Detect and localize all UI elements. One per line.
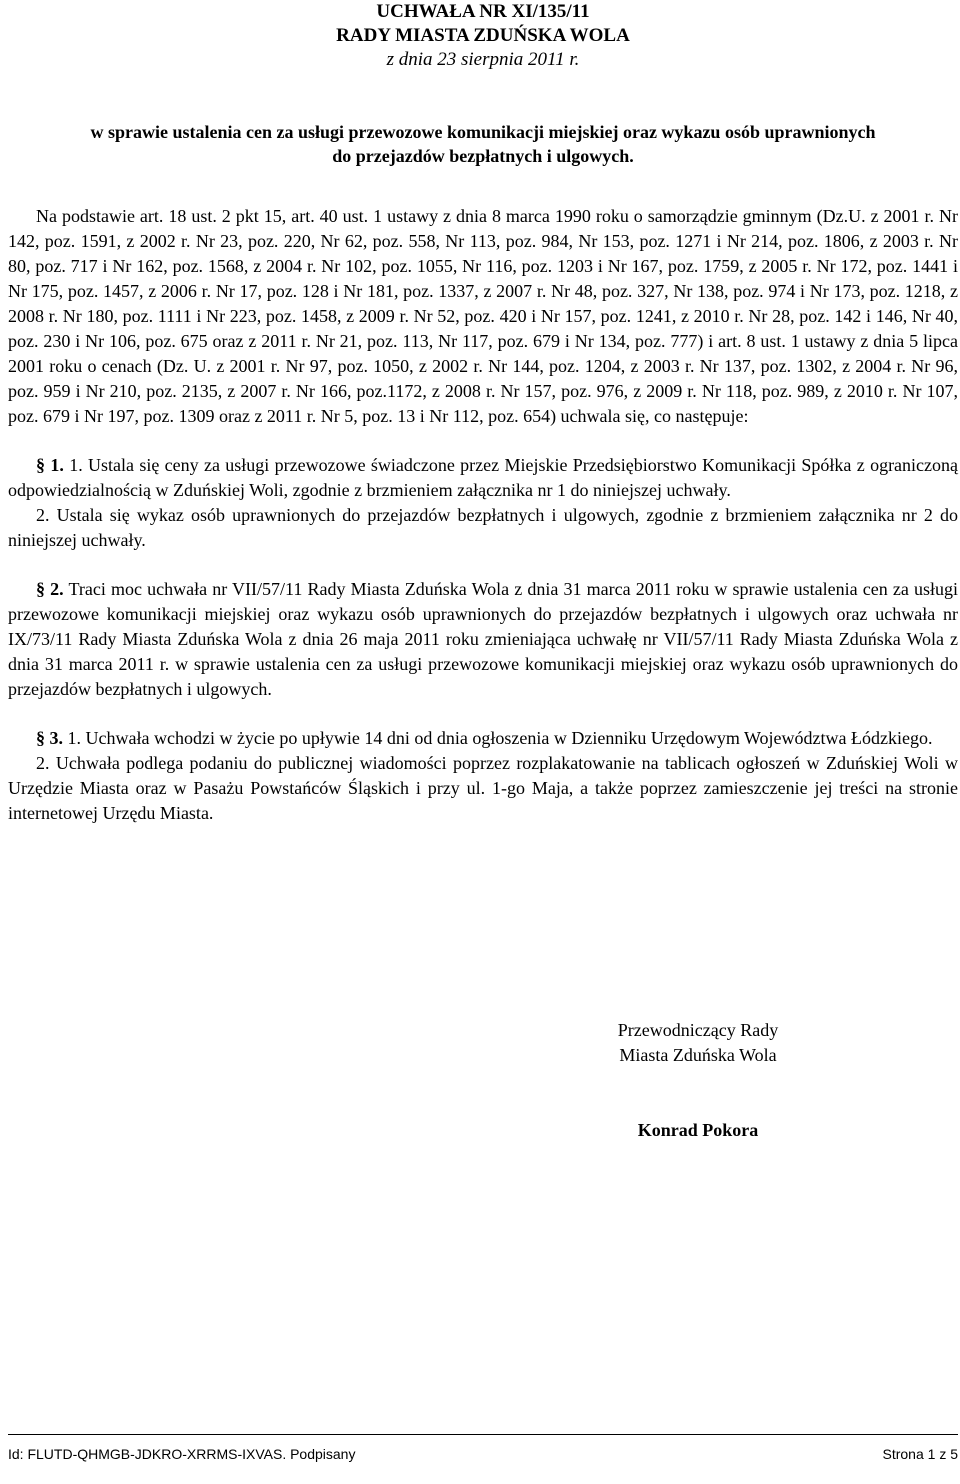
section-3-text-1: 1. Uchwała wchodzi w życie po upływie 14 dni od dnia ogłoszenia w Dzienniku Urzędowym Województwa Łódzkiego. bbox=[67, 728, 933, 748]
preamble: Na podstawie art. 18 ust. 2 pkt 15, art. 40 ust. 1 ustawy z dnia 8 marca 1990 roku o samorządzie gminnym (Dz.U. z 2001 r. Nr 142, poz. 1591, z 2002 r. Nr 23, poz. 220, Nr 62, poz. 558, Nr 113, poz. 984, Nr 153, poz. 1271 i Nr 214, poz. 1806, z 2003 r. Nr 80, poz. 717 i Nr 162, poz. 1568, z 2004 r. Nr 102, poz. 1055, Nr 116, poz. 1203 i Nr 167, poz. 1759, z 2005 r. Nr 172, poz. 1441 i Nr 175, poz. 1457, z 2006 r. Nr 17, poz. 128 i Nr 181, poz. 1337, z 2007 r. Nr 48, poz. 327, Nr 138, poz. 974 i Nr 173, poz. 1218, z 2008 r. Nr 180, poz. 1111 i Nr 223, poz. 1458, z 2009 r. Nr 52, poz. 420 i Nr 157, poz. 1241, z 2010 r. Nr 28, poz. 142 i 146, Nr 40, poz. 230 i Nr 106, poz. 675 oraz z 2011 r. Nr 21, poz. 113, Nr 117, poz. 679 i Nr 134, poz. 777) i art. 8 ust. 1 ustawy z dnia 5 lipca 2001 roku o cenach (Dz. U. z 2001 r. Nr 97, poz. 1050, z 2002 r. Nr 144, poz. 1204, z 2003 r. Nr 137, poz. 1302, z 2004 r. Nr 96, poz. 959 i Nr 210, poz. 2135, z 2007 r. Nr 166, poz.1172, z 2008 r. Nr 157, poz. 976, z 2009 r. Nr 118, poz. 989, z 2010 r. Nr 107, poz. 679 i Nr 197, poz. 1309 oraz z 2011 r. Nr 5, poz. 13 i Nr 112, poz. 654) uchwala się, co następuje: bbox=[8, 206, 958, 426]
section-3-paragraph-1 bbox=[8, 726, 958, 751]
section-1-label: § 1. bbox=[36, 455, 64, 475]
section-2-text: Traci moc uchwała nr VII/57/11 Rady Miasta Zduńska Wola z dnia 31 marca 2011 roku w sprawie ustalenia cen za usługi przewozowe komunikacji miejskiej oraz wykazu osób uprawnionych do przejazdów bezpłatnych i ulgowych oraz uchwała nr IX/73/11 Rady Miasta Zduńska Wola z dnia 26 maja 2011 roku zmieniająca uchwałę nr VII/57/11 Rady Miasta Zduńska Wola z dnia 31 marca 2011 r. w sprawie ustalenia cen za usługi przewozowe komunikacji miejskiej oraz wykazu osób uprawnionych do przejazdów bezpłatnych i ulgowych. bbox=[8, 579, 959, 699]
subject-line-2: do przejazdów bezpłatnych i ulgowych. bbox=[332, 146, 634, 166]
resolution-body bbox=[8, 204, 958, 826]
page-number: Strona 1 z 5 bbox=[882, 1446, 958, 1462]
document-header bbox=[8, 0, 958, 72]
section-2-paragraph bbox=[8, 577, 958, 702]
resolution-number: UCHWAŁA NR XI/135/11 bbox=[376, 1, 590, 22]
resolution-date: z dnia 23 sierpnia 2011 r. bbox=[386, 49, 580, 70]
document-page bbox=[8, 0, 958, 1484]
document-id: Id: FLUTD-QHMGB-JDKRO-XRRMS-IXVAS. Podpisany bbox=[8, 1446, 356, 1462]
subject-line-1: w sprawie ustalenia cen za usługi przewozowe komunikacji miejskiej oraz wykazu osób uprawnionych bbox=[90, 122, 876, 142]
signature-title-line-1: Przewodniczący Rady bbox=[617, 1020, 779, 1040]
section-1-text-1: 1. Ustala się ceny za usługi przewozowe świadczone przez Miejskie Przedsiębiorstwo Komunikacji Spółka z ograniczoną odpowiedzialnością w Zduńskiej Woli, zgodnie z brzmieniem załącznika nr 1 do niniejszej uchwały. bbox=[8, 455, 959, 500]
section-1-paragraph-1 bbox=[8, 453, 958, 503]
resolution-subject bbox=[8, 120, 958, 168]
signature-title-line-2: Miasta Zduńska Wola bbox=[619, 1045, 777, 1065]
section-3-label: § 3. bbox=[36, 728, 63, 748]
page-footer bbox=[8, 1434, 958, 1462]
signatory-name: Konrad Pokora bbox=[637, 1120, 759, 1140]
section-1-paragraph-2: 2. Ustala się wykaz osób uprawnionych do przejazdów bezpłatnych i ulgowych, zgodnie z brzmieniem załącznika nr 2 do niniejszej uchwały. bbox=[8, 505, 958, 550]
section-3-paragraph-2: 2. Uchwała podlega podaniu do publicznej wiadomości poprzez rozplakatowanie na tablicach ogłoszeń w Zduńskiej Woli w Urzędzie Miasta oraz w Pasażu Powstańców Śląskich i przy ul. 1-go Maja, a także poprzez zamieszczenie jej treści na stronie internetowej Urzędu Miasta. bbox=[8, 753, 958, 823]
council-name: RADY MIASTA ZDUŃSKA WOLA bbox=[336, 25, 630, 46]
signature-title bbox=[568, 1018, 828, 1068]
section-2-label: § 2. bbox=[36, 579, 64, 599]
